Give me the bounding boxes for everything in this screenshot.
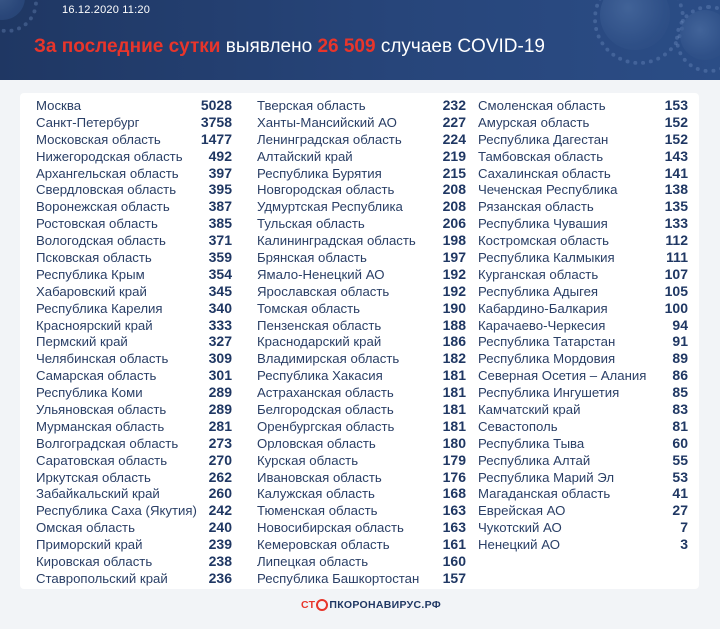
region-cases: 85 <box>672 384 688 401</box>
region-row <box>257 502 466 519</box>
region-cases: 138 <box>664 181 688 198</box>
region-name: Республика Коми <box>36 385 143 401</box>
region-row <box>36 384 232 401</box>
region-name: Нижегородская область <box>36 148 183 164</box>
page-title <box>34 36 545 58</box>
region-row <box>36 401 232 418</box>
region-cases: 236 <box>208 569 232 586</box>
region-cases: 273 <box>208 434 232 451</box>
region-row <box>36 165 232 182</box>
region-name: Республика Марий Эл <box>478 469 615 485</box>
region-name: Новгородская область <box>257 182 395 198</box>
region-row <box>36 283 232 300</box>
region-name: Карачаево-Черкесия <box>478 317 606 333</box>
region-row <box>257 266 466 283</box>
region-row <box>257 317 466 334</box>
region-cases: 219 <box>442 147 466 164</box>
region-name: Ненецкий АО <box>478 537 560 553</box>
region-cases: 397 <box>208 164 232 181</box>
region-cases: 81 <box>672 417 688 434</box>
region-cases: 168 <box>442 485 466 502</box>
region-cases: 111 <box>666 249 688 266</box>
region-row <box>257 198 466 215</box>
region-cases: 197 <box>442 249 466 266</box>
region-cases: 359 <box>208 249 232 266</box>
region-cases: 141 <box>664 164 688 181</box>
region-cases: 224 <box>442 130 466 147</box>
region-name: Кировская область <box>36 554 153 570</box>
region-name: Хабаровский край <box>36 283 147 299</box>
region-name: Тверская область <box>257 98 366 113</box>
region-name: Чеченская Республика <box>478 182 618 198</box>
region-cases: 289 <box>208 401 232 418</box>
region-cases: 41 <box>672 485 688 502</box>
region-cases: 3758 <box>200 113 232 130</box>
region-cases: 5028 <box>200 97 232 113</box>
region-cases: 188 <box>442 316 466 333</box>
region-name: Санкт-Петербург <box>36 114 140 130</box>
region-row <box>36 536 232 553</box>
region-row <box>257 435 466 452</box>
region-row <box>478 418 688 435</box>
region-name: Оренбургская область <box>257 418 395 434</box>
region-row <box>478 249 688 266</box>
region-row <box>36 249 232 266</box>
region-row <box>478 367 688 384</box>
region-name: Пермский край <box>36 334 128 350</box>
region-name: Владимирская область <box>257 351 400 367</box>
region-row <box>257 131 466 148</box>
region-row <box>36 469 232 486</box>
region-cases: 262 <box>208 468 232 485</box>
region-row <box>36 519 232 536</box>
region-cases: 133 <box>664 215 688 232</box>
region-row <box>257 485 466 502</box>
title-text: выявлено <box>220 36 318 57</box>
region-name: Омская область <box>36 520 135 536</box>
region-name: Москва <box>36 98 82 113</box>
region-name: Курганская область <box>478 266 599 282</box>
region-cases: 152 <box>664 130 688 147</box>
region-name: Ульяновская область <box>36 402 167 418</box>
region-name: Республика Башкортостан <box>257 570 420 586</box>
region-name: Еврейская АО <box>478 503 566 519</box>
region-name: Брянская область <box>257 250 367 266</box>
region-row <box>257 114 466 131</box>
region-name: Республика Дагестан <box>478 131 609 147</box>
region-row <box>478 435 688 452</box>
region-name: Ивановская область <box>257 469 382 485</box>
region-row <box>36 215 232 232</box>
region-name: Ставропольский край <box>36 570 168 586</box>
region-row <box>257 283 466 300</box>
header-banner <box>0 0 720 80</box>
region-cases: 309 <box>208 350 232 367</box>
region-name: Республика Саха (Якутия) <box>36 503 197 519</box>
region-cases: 198 <box>442 232 466 249</box>
region-name: Республика Чувашия <box>478 216 608 232</box>
virus-decoration-icon <box>0 0 25 20</box>
region-cases: 163 <box>442 519 466 536</box>
region-cases: 112 <box>665 232 688 249</box>
region-row <box>257 97 466 114</box>
region-row <box>478 148 688 165</box>
region-name: Республика Бурятия <box>257 165 382 181</box>
region-cases: 157 <box>442 569 466 586</box>
region-row <box>478 215 688 232</box>
region-cases: 260 <box>208 485 232 502</box>
region-cases: 182 <box>442 350 466 367</box>
region-name: Новосибирская область <box>257 520 404 536</box>
region-row <box>478 97 688 114</box>
region-cases: 163 <box>442 502 466 519</box>
region-cases: 208 <box>442 181 466 198</box>
region-row <box>36 317 232 334</box>
region-name: Свердловская область <box>36 182 177 198</box>
region-cases: 354 <box>208 265 232 282</box>
region-cases: 281 <box>208 417 232 434</box>
region-name: Московская область <box>36 131 161 147</box>
region-name: Краснодарский край <box>257 334 382 350</box>
region-name: Волгоградская область <box>36 435 179 451</box>
region-row <box>257 232 466 249</box>
region-row <box>257 469 466 486</box>
stopcoronavirus-logo[interactable] <box>301 599 441 611</box>
region-name: Липецкая область <box>257 554 369 570</box>
region-row <box>257 536 466 553</box>
region-row <box>257 452 466 469</box>
region-cases: 179 <box>442 451 466 468</box>
region-name: Камчатский край <box>478 402 581 418</box>
region-row <box>478 519 688 536</box>
region-row <box>478 384 688 401</box>
region-cases: 27 <box>672 502 688 519</box>
region-name: Республика Карелия <box>36 300 163 316</box>
region-name: Калужская область <box>257 486 375 502</box>
region-row <box>36 350 232 367</box>
virus-decoration-icon <box>600 0 670 50</box>
region-cases: 492 <box>208 147 232 164</box>
region-cases: 232 <box>442 97 466 113</box>
region-name: Иркутская область <box>36 469 151 485</box>
region-name: Самарская область <box>36 368 157 384</box>
region-row <box>478 401 688 418</box>
region-row <box>478 114 688 131</box>
region-name: Приморский край <box>36 537 143 553</box>
region-name: Саратовская область <box>36 452 168 468</box>
region-name: Тюменская область <box>257 503 378 519</box>
date-timestamp: 16.12.2020 11:20 <box>62 4 151 16</box>
region-cases: 242 <box>208 502 232 519</box>
region-row <box>257 148 466 165</box>
region-row <box>36 198 232 215</box>
region-cases: 192 <box>442 265 466 282</box>
region-row <box>36 367 232 384</box>
region-cases: 208 <box>442 198 466 215</box>
region-row <box>478 452 688 469</box>
region-name: Республика Хакасия <box>257 368 383 384</box>
region-name: Вологодская область <box>36 233 166 249</box>
region-cases: 160 <box>442 553 466 570</box>
region-cases: 53 <box>672 468 688 485</box>
region-name: Севастополь <box>478 418 558 434</box>
region-row <box>478 350 688 367</box>
region-row <box>478 131 688 148</box>
region-name: Рязанская область <box>478 199 594 215</box>
region-row <box>36 502 232 519</box>
region-cases: 270 <box>208 451 232 468</box>
region-row <box>257 401 466 418</box>
region-cases: 395 <box>208 181 232 198</box>
region-row <box>36 300 232 317</box>
region-cases: 3 <box>680 536 688 553</box>
region-cases: 152 <box>664 113 688 130</box>
region-name: Кабардино-Балкария <box>478 300 608 316</box>
region-name: Астраханская область <box>257 385 394 401</box>
region-name: Пензенская область <box>257 317 382 333</box>
region-cases: 161 <box>442 536 466 553</box>
total-cases-count: 26 509 <box>317 36 376 57</box>
stop-ring-icon <box>316 599 328 611</box>
region-name: Сахалинская область <box>478 165 611 181</box>
region-cases: 94 <box>672 316 688 333</box>
region-cases: 238 <box>208 553 232 570</box>
region-name: Красноярский край <box>36 317 153 333</box>
region-row <box>257 249 466 266</box>
region-row <box>478 165 688 182</box>
region-row <box>257 519 466 536</box>
region-row <box>478 181 688 198</box>
region-name: Курская область <box>257 452 359 468</box>
logo-text-end: ПКОРОНАВИРУС.РФ <box>329 599 442 611</box>
region-row <box>36 232 232 249</box>
region-name: Удмуртская Республика <box>257 199 403 215</box>
region-row <box>257 367 466 384</box>
region-name: Ленинградская область <box>257 131 402 147</box>
logo-text-start: СТ <box>301 599 316 611</box>
region-cases: 192 <box>442 282 466 299</box>
region-row <box>257 384 466 401</box>
region-row <box>478 266 688 283</box>
region-row <box>36 452 232 469</box>
region-row <box>257 300 466 317</box>
title-highlight: За последние сутки <box>34 36 221 57</box>
region-cases: 186 <box>442 333 466 350</box>
region-row <box>257 181 466 198</box>
region-cases: 215 <box>442 164 466 181</box>
region-cases: 143 <box>664 147 688 164</box>
region-row <box>478 469 688 486</box>
region-name: Алтайский край <box>257 148 353 164</box>
region-cases: 345 <box>208 282 232 299</box>
region-name: Ямало-Ненецкий АО <box>257 266 385 282</box>
region-cases: 86 <box>672 367 688 384</box>
region-cases: 340 <box>208 299 232 316</box>
region-cases: 333 <box>208 316 232 333</box>
region-row <box>36 418 232 435</box>
region-name: Республика Татарстан <box>478 334 616 350</box>
region-row <box>478 317 688 334</box>
region-row <box>478 300 688 317</box>
region-cases: 60 <box>672 434 688 451</box>
region-name: Республика Адыгея <box>478 283 599 299</box>
region-name: Республика Крым <box>36 266 145 282</box>
region-row <box>36 485 232 502</box>
region-cases: 180 <box>442 434 466 451</box>
region-row <box>478 536 688 553</box>
region-cases: 240 <box>208 519 232 536</box>
region-row <box>257 215 466 232</box>
region-row <box>257 418 466 435</box>
region-cases: 83 <box>672 401 688 418</box>
region-cases: 206 <box>442 215 466 232</box>
region-row <box>478 333 688 350</box>
region-cases: 181 <box>442 417 466 434</box>
region-row <box>257 333 466 350</box>
region-cases: 153 <box>664 97 688 113</box>
region-name: Республика Калмыкия <box>478 250 615 266</box>
region-cases: 135 <box>664 198 688 215</box>
region-cases: 176 <box>442 468 466 485</box>
virus-decoration-icon <box>680 10 720 60</box>
region-cases: 289 <box>208 384 232 401</box>
region-name: Республика Тыва <box>478 435 585 451</box>
region-row <box>478 502 688 519</box>
region-row <box>36 148 232 165</box>
region-name: Смоленская область <box>478 98 606 113</box>
region-name: Воронежская область <box>36 199 170 215</box>
region-name: Республика Мордовия <box>478 351 616 367</box>
region-name: Костромская область <box>478 233 610 249</box>
region-name: Ярославская область <box>257 283 390 299</box>
region-cases: 91 <box>672 333 688 350</box>
region-name: Ханты-Мансийский АО <box>257 114 397 130</box>
region-cases: 105 <box>664 282 688 299</box>
region-name: Орловская область <box>257 435 376 451</box>
region-name: Магаданская область <box>478 486 611 502</box>
region-cases: 301 <box>208 367 232 384</box>
region-name: Кемеровская область <box>257 537 390 553</box>
region-cases: 55 <box>672 451 688 468</box>
region-name: Калининградская область <box>257 233 416 249</box>
region-row <box>36 333 232 350</box>
region-row <box>478 198 688 215</box>
region-name: Амурская область <box>478 114 590 130</box>
regions-column-2 <box>257 97 466 587</box>
region-cases: 100 <box>664 299 688 316</box>
region-row <box>36 570 232 587</box>
region-cases: 7 <box>680 519 688 536</box>
region-cases: 387 <box>208 198 232 215</box>
region-row <box>36 131 232 148</box>
region-cases: 239 <box>208 536 232 553</box>
region-name: Республика Ингушетия <box>478 385 620 401</box>
region-row <box>36 97 232 114</box>
region-cases: 1477 <box>200 130 232 147</box>
regions-column-3 <box>478 97 688 553</box>
title-text-end: случаев COVID-19 <box>375 36 545 57</box>
region-name: Мурманская область <box>36 418 165 434</box>
region-name: Северная Осетия – Алания <box>478 368 647 384</box>
region-cases: 89 <box>672 350 688 367</box>
region-cases: 181 <box>442 401 466 418</box>
region-cases: 181 <box>442 384 466 401</box>
region-name: Забайкальский край <box>36 486 160 502</box>
region-cases: 227 <box>442 113 466 130</box>
region-row <box>257 570 466 587</box>
region-row <box>257 350 466 367</box>
region-cases: 181 <box>442 367 466 384</box>
region-cases: 190 <box>442 299 466 316</box>
region-cases: 371 <box>208 232 232 249</box>
region-name: Белгородская область <box>257 402 394 418</box>
region-row <box>36 553 232 570</box>
regions-column-1 <box>36 97 232 587</box>
region-row <box>478 283 688 300</box>
region-row <box>257 553 466 570</box>
region-name: Тульская область <box>257 216 365 232</box>
region-name: Томская область <box>257 300 361 316</box>
region-name: Челябинская область <box>36 351 169 367</box>
region-name: Архангельская область <box>36 165 179 181</box>
region-name: Псковская область <box>36 250 152 266</box>
region-name: Республика Алтай <box>478 452 591 468</box>
region-name: Тамбовская область <box>478 148 604 164</box>
region-cases: 327 <box>208 333 232 350</box>
region-row <box>257 165 466 182</box>
region-name: Ростовская область <box>36 216 158 232</box>
region-row <box>478 485 688 502</box>
region-row <box>36 435 232 452</box>
region-cases: 385 <box>208 215 232 232</box>
region-row <box>36 114 232 131</box>
region-name: Чукотский АО <box>478 520 562 536</box>
region-row <box>478 232 688 249</box>
region-cases: 107 <box>664 265 688 282</box>
region-row <box>36 181 232 198</box>
region-row <box>36 266 232 283</box>
